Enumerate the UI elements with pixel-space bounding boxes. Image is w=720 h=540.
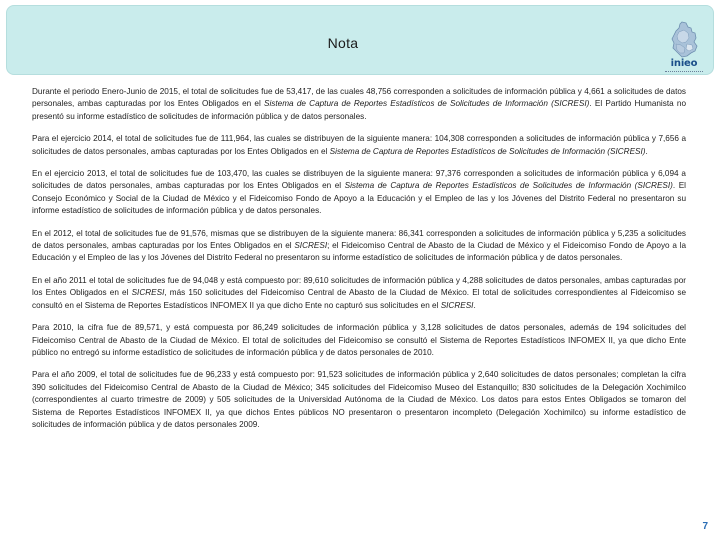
paragraph-text: Para el año 2009, el total de solicitudes fue de 96,233 y está compuesto por: 91,523 solicitudes de información pública y 2,640 solicitudes de datos personales; completan la cifra 390 solicitudes del Fideicomiso Central de Abasto de la Ciudad de México; 345 solicitudes del Fideicomiso Museo del Estanquillo; 830 solicitudes de la Delegación Xochimilco (correspondientes al cuarto trimestre de 2009) y 505 solicitudes de la Universidad Autónoma de la Ciudad de México. Los datos para estos Entes Obligados se tomaron del Sistema de Reportes Estadísticos INFOMEX II, ya que dichos Entes públicos NO presentaron o presentaron incompleto (Delegación Xochimilco) su informe estadístico de solicitudes de información pública y de datos personales 2009. [32, 370, 686, 429]
system-name-text: SICRESI [440, 300, 474, 310]
paragraph-text: . [473, 300, 476, 310]
note-paragraph [32, 275, 686, 312]
paragraph-text: . El Consejo Económico y Social de la Ciudad de México y el Fideicomiso Fondo de Apoyo a la Educación y el Empleo de las y los Jóvenes del Distrito Federal no presentaron su informe estadístico de solicitudes de información pública y de datos personales. [32, 181, 686, 216]
notes-body [32, 86, 686, 441]
infodf-logo [664, 20, 704, 78]
note-paragraph [32, 133, 686, 158]
paragraph-text: En el año 2011 el total de solicitudes fue de 94,048 y está compuesto por: 89,610 solicitudes de información pública y 4,288 solicitudes de datos personales, ambas capturadas por los Entes Obligados en el [32, 275, 686, 298]
header-banner [6, 5, 714, 75]
paragraph-text: En el 2012, el total de solicitudes fue de 91,576, mismas que se distribuyen de la siguiente manera: 86,341 corresponden a solicitudes de información pública y 5,235 a solicitudes de datos personales, ambas capturadas por los Entes Obligados en el [32, 228, 686, 251]
note-paragraph [32, 228, 686, 265]
note-paragraph [32, 369, 686, 431]
paragraph-text: . El Partido Humanista no presentó su informe estadístico de solicitudes de información pública y de datos personales. [32, 99, 686, 121]
note-paragraph [32, 322, 686, 359]
system-name-text: Sistema de Captura de Reportes Estadísticos de Solicitudes de Información (SICRESI) [264, 99, 590, 109]
paragraph-text: En el ejercicio 2013, el total de solicitudes fue de 103,470, las cuales se distribuyen de la siguiente manera: 97,376 corresponden a solicitudes de información pública y 6,094 a solicitudes de datos personales, ambas capturadas por los Entes Obligados en el [32, 169, 686, 191]
paragraph-text: Para 2010, la cifra fue de 89,571, y está compuesta por 86,249 solicitudes de información pública y 3,128 solicitudes de datos personales, además de 194 solicitudes del Fideicomiso Central de Abasto de la Ciudad de México. El total de solicitudes del Fideicomiso se consultó el Sistema de Reportes Estadísticos INFOMEX II, ya que dicho Ente público no entregó su informe estadístico de solicitudes de información pública y de datos personales de 2010. [32, 323, 686, 357]
paragraph-text: Durante el periodo Enero-Junio de 2015, el total de solicitudes fue de 53,417, de las cuales 48,756 corresponden a solicitudes de información pública y 4,661 a solicitudes de datos personales, ambas capturadas por los Entes Obligados en el [32, 87, 686, 109]
paragraph-text: . [645, 146, 648, 156]
paragraph-text: Para el ejercicio 2014, el total de solicitudes fue de 111,964, las cuales se distribuyen de la siguiente manera: 104,308 corresponden a solicitudes de información pública y 7,656 a solicitudes de datos personales, ambas capturadas por los Entes Obligados en el [32, 134, 686, 156]
note-paragraph [32, 86, 686, 123]
system-name-text: Sistema de Captura de Reportes Estadísticos de Solicitudes de Información (SICRESI) [329, 146, 646, 156]
paragraph-text: ; el Fideicomiso Central de Abasto de la Ciudad de México y el Fideicomiso Fondo de Apoyo a la Educación y el Empleo de las y los Jóvenes del Distrito Federal no presentaron su informe estadístico de solicitudes de información pública y de datos personales. [32, 241, 687, 263]
system-name-text: Sistema de Captura de Reportes Estadísticos de Solicitudes de Información (SICRESI) [344, 181, 673, 191]
system-name-text: SICRESI [131, 288, 165, 298]
note-paragraph [32, 168, 686, 218]
logo-text: inieo [670, 58, 698, 69]
paragraph-text: , más 150 solicitudes del Fideicomiso Central de Abasto de la Ciudad de México. El total de solicitudes correspondientes al Fideicomiso se consultó en el Sistema de Reportes Estadísticos INFOMEX II ya que dicho Ente no capturó sus solicitudes en el [32, 288, 686, 310]
mexico-city-map-icon [664, 20, 704, 60]
page-title: Nota [327, 35, 359, 51]
logo-underline [665, 71, 703, 73]
page-number: 7 [702, 521, 708, 532]
system-name-text: SICRESI [294, 241, 328, 251]
